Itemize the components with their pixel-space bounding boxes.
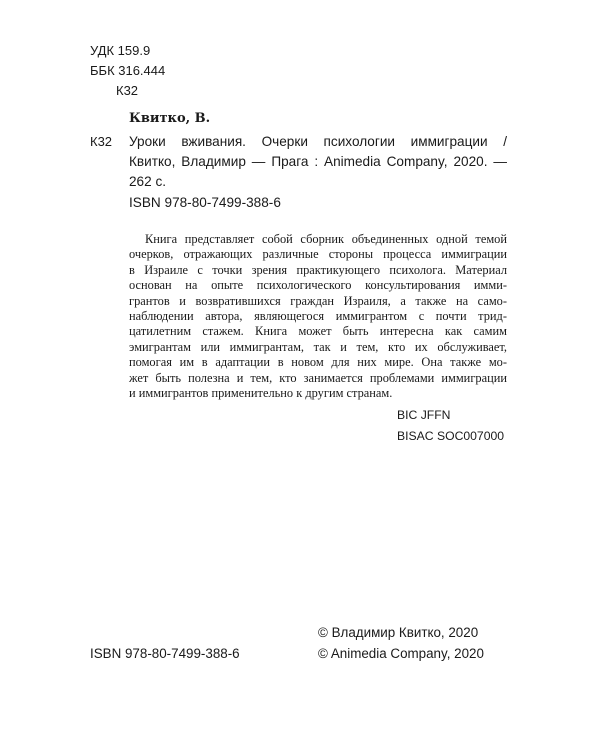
udk-code: УДК 159.9: [90, 43, 151, 58]
author-heading: Квитко, В.: [129, 111, 211, 126]
copyright-publisher: © Animedia Company, 2020: [318, 646, 484, 661]
abstract-line: очерков, отражающих различные стороны процесса иммиграции: [129, 247, 507, 262]
subject-codes: [397, 405, 504, 447]
biblio-line: Квитко, Владимир — Прага : Animedia Company, 2020. —: [129, 154, 507, 169]
abstract-line: в Израиле с точки зрения практикующего психолога. Материал: [129, 262, 507, 277]
classification-block: [90, 41, 165, 101]
abstract-line: наблюдении автора, являющегося иммигрантом с почти трид-: [129, 309, 507, 324]
abstract-paragraph: [129, 232, 507, 401]
copyright-author: © Владимир Квитко, 2020: [318, 625, 479, 640]
cutter-mark: К32: [90, 134, 113, 149]
abstract-line: основан на опыте психологического консультирования имми-: [129, 278, 507, 293]
abstract-line: эмигрантам или иммигрантам, так и тем, кто их обслуживает,: [129, 339, 507, 354]
isbn-bottom: ISBN 978-80-7499-388-6: [90, 646, 240, 661]
copyright-block: [318, 622, 484, 664]
abstract-line: помогая им в адаптации в новом для них мире. Она также мо-: [129, 355, 507, 370]
abstract-line: Книга представляет собой сборник объединенных одной темой: [145, 232, 507, 246]
biblio-line: Уроки вживания. Очерки психологии иммиграции /: [129, 134, 507, 149]
cutter-code: К32: [116, 83, 139, 98]
bbk-code: ББК 316.444: [90, 63, 166, 78]
bisac-code: BISAC SOC007000: [397, 429, 505, 443]
biblio-line: 262 с.: [129, 174, 167, 189]
abstract-line: цатилетним стажем. Книга может быть интересна как самим: [129, 324, 507, 339]
bic-code: BIC JFFN: [397, 408, 451, 422]
abstract-line: жет быть полезна и тем, кто занимается проблемами иммиграции: [129, 370, 507, 385]
abstract-line: грантов и возвратившихся граждан Израиля, а также на само-: [129, 293, 507, 308]
isbn-main: ISBN 978-80-7499-388-6: [129, 195, 281, 210]
abstract-line: и иммигрантов применительно к другим странам.: [129, 386, 393, 401]
bibliographic-record: [129, 132, 507, 192]
